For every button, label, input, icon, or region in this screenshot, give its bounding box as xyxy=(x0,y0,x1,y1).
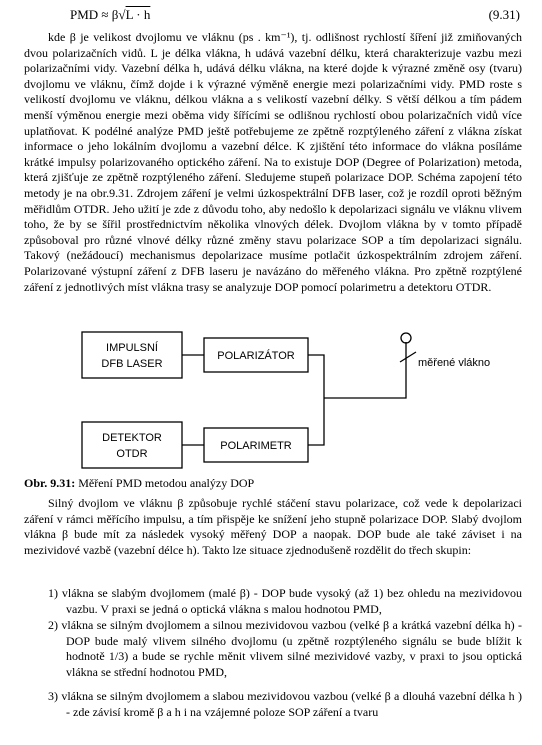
dop-measurement-diagram xyxy=(80,330,491,472)
caption-text: Měření PMD metodou analýzy DOP xyxy=(75,476,255,490)
fiber-label-pointer xyxy=(400,352,416,362)
caption-label: Obr. 9.31: xyxy=(24,476,76,490)
equation-number: (9.31) xyxy=(488,7,520,22)
detector-label-2: OTDR xyxy=(116,448,148,460)
figure-caption xyxy=(24,476,254,491)
fiber-line xyxy=(352,342,406,398)
paragraph-dop-explanation: Silný dvojlom ve vláknu β způsobuje rychlé stáčení stavu polarizace, což vede k depolarizaci záření v rámci měřícího impulsu, a tím přispěje ke snížení jeho stupně polarizace DOP. Slabý dvojlom vlákna β bude mít za následek vysoký měřený DOP a naopak. DOP bude ale také záviset i na mezividové vazbě (vazební délce h). Takto lze situace zjednodušeně rozdělit do třech skupin: xyxy=(24,496,522,557)
list-item xyxy=(48,689,522,720)
polarizer-label: POLARIZÁTOR xyxy=(217,350,295,362)
list-item xyxy=(48,586,522,617)
polarimeter-label: POLARIMETR xyxy=(220,440,292,452)
detector-box xyxy=(82,422,182,468)
laser-label-1: IMPULSNÍ xyxy=(106,342,158,354)
pmd-formula xyxy=(70,7,150,23)
list-item-text: 2) vlákna se silným dvojlomem a silnou mezividovou vazbou (velké β a krátká vazební délka h) - DOP bude malý vlivem silného dvojlomu (u zpětně rozptýleného signálu se bude blížit k hodnotě 1/3) a bude se rychle měnit vlivem silné mezividové vazby, v praxi to jsou optická vlákna se střední hodnotou PMD, xyxy=(48,618,522,679)
paragraph-pmd-description: kde β je velikost dvojlomu ve vláknu (ps . km⁻¹), tj. odlišnost rychlostí šíření již zmiňovaných dvou polarizačních vidů. L je délka vlákna, h udává vazební délku, která charakterizuje vazbu mezi polarizačními vidy. Vazební délka h, udává délku vlákna, na které dojde k výrazné změně osy (tvaru) dvojlomu ve vláknu, čímž dojde i k výrazné výměně energie mezi polarizačními vidy. PMD roste s velikostí dvojlomu ve vláknu, délkou vlákna a s velikostí vazební délky. S větší délkou a tím pádem menší výměnou energie mezi oběma vidy šířícími se odlišnou rychlostí obou polarizačních vidů více uplatňovat. K podélné analýze PMD ještě potřebujeme ze zpětně rozptýleného záření z vlákna získat informace o jeho lokálním dvojlomu a vazební délce. K zjištění této informace do vlákna posíláme krátké impulsy polarizovaného optického záření. Na to existuje DOP (Degree of Polarization) metoda, která zjišťuje ze zpětně rozptýleného záření. Sledujeme stupeň polarizace DOP. Schéma zapojení této metody je na obr.9.31. Zdrojem záření je velmi úzkospektrální DFB laser, což je rozdíl oproti běžným měřidlům OTDR. Jeho užití je zde z důvodu toho, aby nedošlo k depolarizaci signálu ve vláknu vlivem toho, že by se šířil prostřednictvím několika vlnových délek. Dvojlom vlákna by v tomto případě způsoboval pro různé vlnové délky různé změny stavu polarizace SOP a tím depolarizaci signálu. Takový (nežádoucí) mechanismus depolarizace musíme potlačit úzkospektrálním zdrojem záření. Polarizované výstupní záření z DFB laseru je navázáno do měřeného vlákna. Pro zpětně rozptýlené záření z jednotlivých míst vlákna trasy se analyzuje DOP pomocí polarimetru a detektoru OTDR. xyxy=(24,30,522,294)
formula-root: L · h xyxy=(125,7,151,22)
list-item-text: 3) vlákna se silným dvojlomem a slabou mezividovou vazbou (velké β a dlouhá vazební délka h ) - zde závisí kromě β a h i na vzájemné poloze SOP záření a tvaru xyxy=(48,689,522,719)
list-item-text: 1) vlákna se slabým dvojlomem (malé β) - DOP bude vysoký (až 1) bez ohledu na mezividovou vazbu. V praxi se jedná o optická vlákna s malou hodnotou PMD, xyxy=(48,586,522,616)
laser-label-2: DFB LASER xyxy=(101,358,163,370)
fiber-reel xyxy=(401,333,411,343)
coupler-lines xyxy=(308,355,352,445)
fiber-label: měřené vlákno xyxy=(418,357,491,369)
equation-row xyxy=(0,5,542,25)
laser-box xyxy=(82,332,182,378)
detector-label-1: DETEKTOR xyxy=(102,432,162,444)
formula-prefix: PMD ≈ β√ xyxy=(70,7,126,22)
list-item xyxy=(48,618,522,680)
